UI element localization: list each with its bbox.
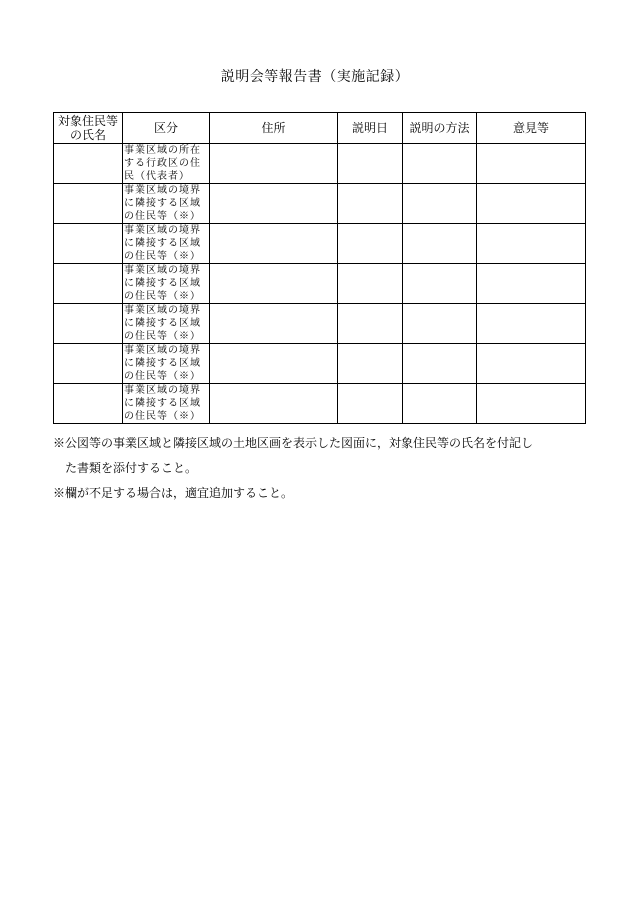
note-attachment-line1: ※公図等の事業区域と隣接区域の土地区画を表示した図面に，対象住民等の氏名を付記し bbox=[53, 436, 534, 450]
cell-category: 事業区域の境界に隣接する区域の住民等（※） bbox=[123, 304, 210, 344]
header-opinions: 意見等 bbox=[477, 113, 586, 144]
note-add-rows: ※欄が不足する場合は，適宜追加すること。 bbox=[53, 486, 294, 500]
cell-explanation-method[interactable] bbox=[403, 264, 477, 304]
cell-explanation-date[interactable] bbox=[338, 304, 403, 344]
cell-opinions[interactable] bbox=[477, 184, 586, 224]
cell-address[interactable] bbox=[210, 264, 338, 304]
cell-category: 事業区域の境界に隣接する区域の住民等（※） bbox=[123, 264, 210, 304]
cell-resident-name[interactable] bbox=[54, 144, 123, 184]
cell-opinions[interactable] bbox=[477, 384, 586, 424]
cell-category: 事業区域の境界に隣接する区域の住民等（※） bbox=[123, 184, 210, 224]
table-row bbox=[54, 264, 586, 304]
cell-address[interactable] bbox=[210, 304, 338, 344]
cell-address[interactable] bbox=[210, 144, 338, 184]
cell-category: 事業区域の境界に隣接する区域の住民等（※） bbox=[123, 224, 210, 264]
header-explanation-method: 説明の方法 bbox=[403, 113, 477, 144]
cell-explanation-date[interactable] bbox=[338, 344, 403, 384]
cell-category: 事業区域の所在する行政区の住民（代表者） bbox=[123, 144, 210, 184]
note-attachment-line2: た書類を添付すること。 bbox=[65, 461, 198, 475]
cell-explanation-date[interactable] bbox=[338, 144, 403, 184]
cell-resident-name[interactable] bbox=[54, 384, 123, 424]
header-address: 住所 bbox=[210, 113, 338, 144]
report-table bbox=[53, 112, 586, 424]
cell-address[interactable] bbox=[210, 224, 338, 264]
header-resident-name: 対象住民等の氏名 bbox=[54, 113, 123, 144]
cell-explanation-date[interactable] bbox=[338, 224, 403, 264]
cell-resident-name[interactable] bbox=[54, 184, 123, 224]
cell-explanation-method[interactable] bbox=[403, 384, 477, 424]
cell-resident-name[interactable] bbox=[54, 264, 123, 304]
table-row bbox=[54, 344, 586, 384]
cell-explanation-method[interactable] bbox=[403, 184, 477, 224]
cell-category: 事業区域の境界に隣接する区域の住民等（※） bbox=[123, 344, 210, 384]
cell-explanation-date[interactable] bbox=[338, 184, 403, 224]
cell-resident-name[interactable] bbox=[54, 304, 123, 344]
cell-opinions[interactable] bbox=[477, 344, 586, 384]
table-row bbox=[54, 384, 586, 424]
cell-opinions[interactable] bbox=[477, 264, 586, 304]
table-header-row bbox=[54, 113, 586, 144]
header-category: 区分 bbox=[123, 113, 210, 144]
cell-category: 事業区域の境界に隣接する区域の住民等（※） bbox=[123, 384, 210, 424]
header-explanation-date: 説明日 bbox=[338, 113, 403, 144]
cell-resident-name[interactable] bbox=[54, 344, 123, 384]
table-row bbox=[54, 144, 586, 184]
cell-explanation-method[interactable] bbox=[403, 224, 477, 264]
cell-explanation-method[interactable] bbox=[403, 344, 477, 384]
notes-section bbox=[53, 431, 593, 506]
document-title: 説明会等報告書（実施記録） bbox=[220, 69, 410, 85]
cell-opinions[interactable] bbox=[477, 304, 586, 344]
cell-resident-name[interactable] bbox=[54, 224, 123, 264]
cell-explanation-date[interactable] bbox=[338, 264, 403, 304]
cell-address[interactable] bbox=[210, 384, 338, 424]
cell-address[interactable] bbox=[210, 344, 338, 384]
table-row bbox=[54, 184, 586, 224]
table-row bbox=[54, 304, 586, 344]
cell-opinions[interactable] bbox=[477, 144, 586, 184]
cell-explanation-date[interactable] bbox=[338, 384, 403, 424]
cell-opinions[interactable] bbox=[477, 224, 586, 264]
cell-address[interactable] bbox=[210, 184, 338, 224]
table-row bbox=[54, 224, 586, 264]
cell-explanation-method[interactable] bbox=[403, 144, 477, 184]
cell-explanation-method[interactable] bbox=[403, 304, 477, 344]
